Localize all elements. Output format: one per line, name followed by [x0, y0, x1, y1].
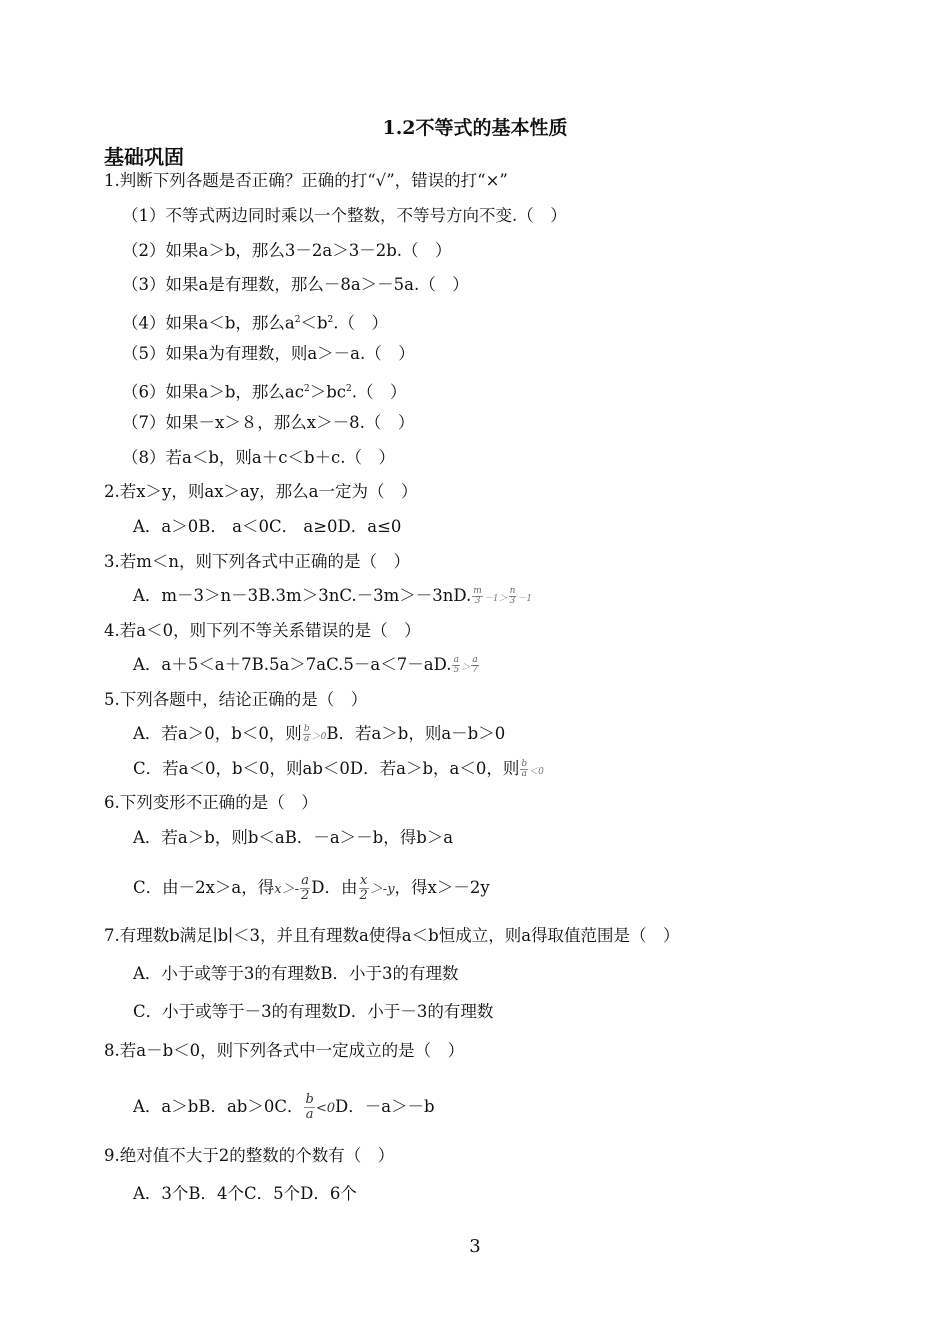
- q8-option-a: A．a＞b: [133, 1097, 199, 1116]
- q6-stem: 6.下列变形不正确的是（ ）: [104, 793, 318, 812]
- q5-option-b: B．若a＞b，则a－b＞0: [326, 724, 506, 743]
- q5-option-a: A．若a＞0，b＜0，则 $\frac{b}{a}$ ＞0: [133, 724, 327, 744]
- q8-option-b: B．ab＞0: [198, 1097, 275, 1116]
- q2-option-b: B． a＜0: [198, 517, 269, 536]
- page-title: 1.2不等式的基本性质: [382, 117, 568, 139]
- q8-stem: 8.若a－b＜0，则下列各式中一定成立的是（ ）: [104, 1041, 465, 1060]
- section-heading: 基础巩固: [104, 145, 184, 169]
- q6-option-c: C．由－2x＞a，得x＞- $\frac{a}{2}$: [133, 873, 310, 903]
- q3-stem: 3.若m＜n，则下列各式中正确的是（ ）: [104, 552, 411, 571]
- q8-options: [133, 1093, 435, 1122]
- q1-stem: 1.判断下列各题是否正确？正确的打“√”，错误的打“×”: [104, 171, 508, 190]
- q3-option-b: B.3m＞3n: [258, 586, 340, 605]
- q9-stem: 9.绝对值不大于2的整数的个数有（ ）: [104, 1146, 395, 1165]
- q4-option-d: D. $\frac{a}{5}$ ＞ $\frac{a}{7}$: [433, 655, 478, 675]
- q5-row-2: [133, 758, 544, 783]
- q1-item-5: （5）如果a为有理数，则a＞－a.（ ）: [122, 344, 415, 363]
- q7-stem: 7.有理数b满足∣b∣＜3，并且有理数a使得a＜b恒成立，则a得取值范围是（ ）: [104, 926, 680, 945]
- q2-option-d: D．a≤0: [337, 517, 402, 536]
- q7-option-b: B．小于3的有理数: [320, 964, 459, 983]
- q9-option-b: B．4个: [188, 1184, 245, 1203]
- q6-option-d: D．由 $\frac{x}{2}$ ＞-y，得x＞－2y: [311, 873, 490, 903]
- q9-option-a: A．3个: [133, 1184, 189, 1203]
- q2-stem: 2.若x＞y，则ax＞ay，那么a一定为（ ）: [104, 482, 418, 501]
- q4-stem: 4.若a＜0，则下列不等关系错误的是（ ）: [104, 621, 421, 640]
- q6-row-2: [133, 874, 490, 903]
- q7-row-1: [133, 963, 459, 985]
- q9-option-d: D．6个: [300, 1184, 357, 1203]
- q6-option-b: B．－a＞－b，得b＞a: [284, 828, 454, 847]
- q3-option-c: C.－3m＞－3n: [339, 586, 454, 605]
- q7-row-2: [133, 1001, 493, 1023]
- q3-option-d: D. $\frac{m}{3}$ －1＞ $\frac{n}{3}$ －1: [453, 586, 533, 606]
- q4-option-c: C.5－a＜7－a: [326, 655, 434, 674]
- q1-item-8: （8）若a＜b，则a＋c＜b＋c.（ ）: [122, 448, 396, 467]
- q6-row-1: [133, 827, 453, 849]
- q2-options: [133, 516, 401, 538]
- q9-option-c: C．5个: [244, 1184, 301, 1203]
- q7-option-c: C．小于或等于－3的有理数: [133, 1002, 338, 1021]
- q7-option-a: A．小于或等于3的有理数: [133, 964, 321, 983]
- q2-option-c: C． a≥0: [268, 517, 338, 536]
- q8-option-c: C． $\frac{b}{a}$ <0: [274, 1092, 335, 1122]
- q4-option-a: A．a＋5＜a＋7: [133, 655, 252, 674]
- q1-item-2: （2）如果a＞b，那么3－2a＞3－2b.（ ）: [122, 241, 452, 260]
- q4-options: [133, 654, 480, 679]
- page-number: 3: [469, 1236, 481, 1257]
- q7-option-d: D．小于－3的有理数: [337, 1002, 494, 1021]
- q5-option-d: D．若a＞b，a＜0，则 $\frac{b}{a}$ ＜0: [349, 759, 544, 779]
- q3-options: [133, 585, 532, 610]
- q2-option-a: A．a＞0: [133, 517, 199, 536]
- q3-option-a: A．m－3＞n－3: [133, 586, 259, 605]
- q1-item-4: （4）如果a＜b，那么$a^2<b^2$.（ ）: [122, 313, 389, 333]
- q5-option-c: C．若a＜0，b＜0，则ab＜0: [133, 759, 350, 778]
- q5-stem: 5.下列各题中，结论正确的是（ ）: [104, 690, 368, 709]
- q1-item-6: （6）如果a＞b，那么$ac^2>bc^2$.（ ）: [122, 382, 407, 402]
- q1-item-3: （3）如果a是有理数，那么－8a＞－5a.（ ）: [122, 275, 469, 294]
- q4-option-b: B.5a＞7a: [251, 655, 327, 674]
- q9-options: [133, 1183, 357, 1205]
- q6-option-a: A．若a＞b，则b＜a: [133, 828, 285, 847]
- q5-row-1: [133, 723, 505, 748]
- q8-option-d: D．－a＞－b: [334, 1097, 435, 1116]
- q1-item-7: （7）如果－x＞８，那么x＞－8.（ ）: [122, 413, 415, 432]
- q1-item-1: （1）不等式两边同时乘以一个整数，不等号方向不变.（ ）: [122, 206, 567, 225]
